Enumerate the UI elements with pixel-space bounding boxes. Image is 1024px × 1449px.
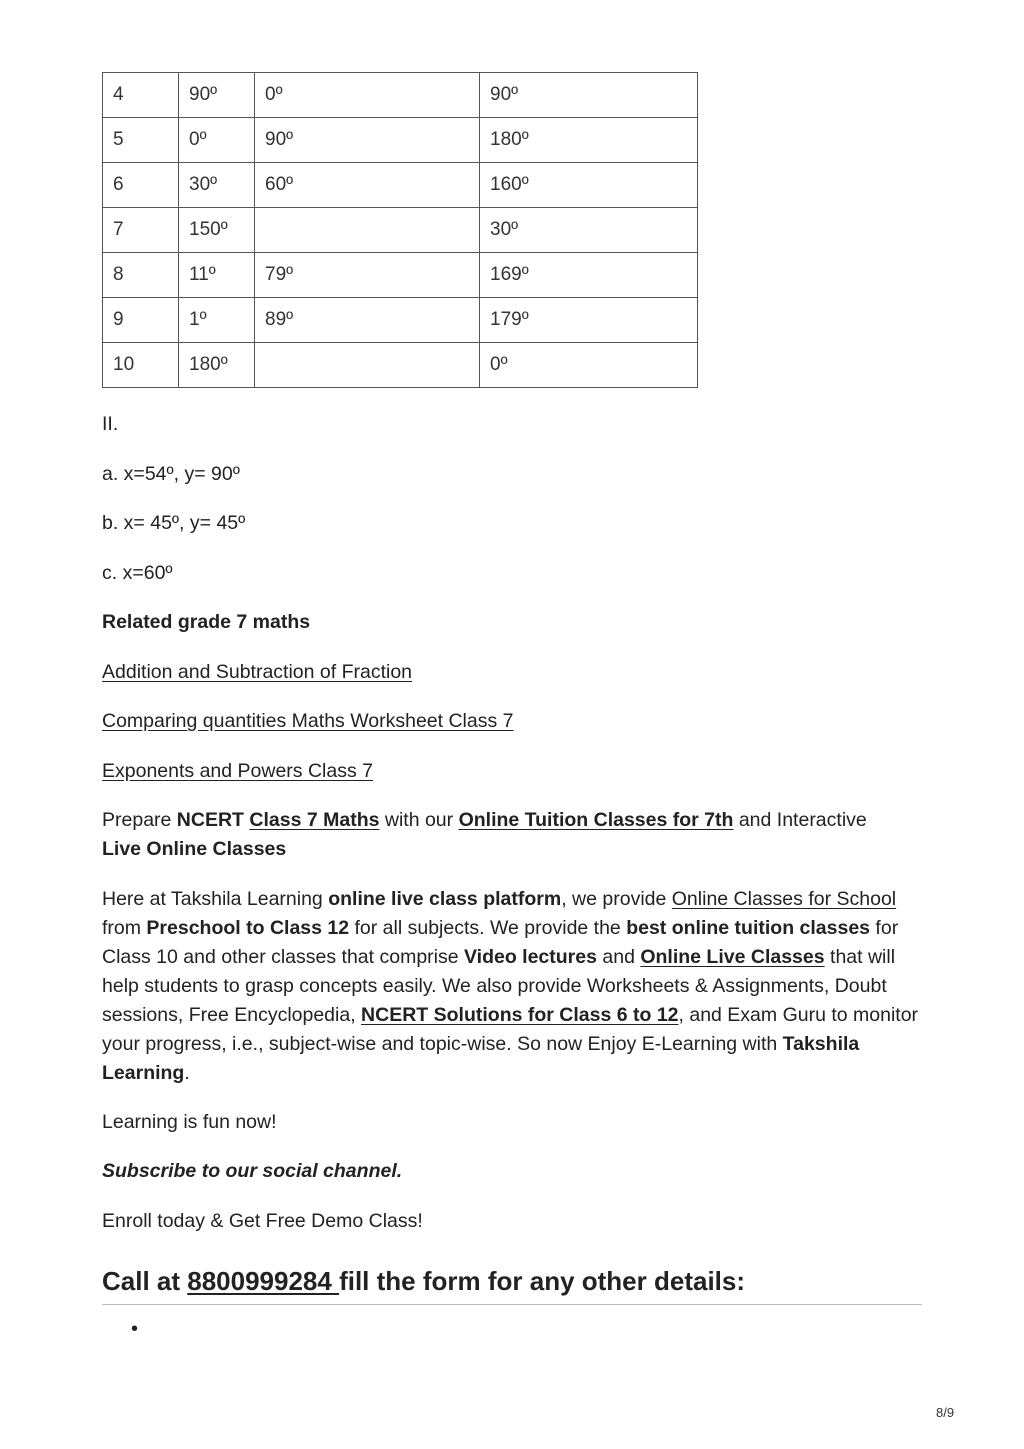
table-row xyxy=(103,298,698,343)
table-cell: 160º xyxy=(480,163,698,208)
table-cell: 7 xyxy=(103,208,179,253)
table-cell: 11º xyxy=(179,253,255,298)
fun-text: Learning is fun now! xyxy=(102,1111,277,1133)
about-bold: Preschool to Class 12 xyxy=(146,917,350,939)
table-cell: 90º xyxy=(179,73,255,118)
table-cell: 30º xyxy=(480,208,698,253)
bullet-icon: • xyxy=(131,1318,139,1340)
table-cell: 8 xyxy=(103,253,179,298)
prepare-text: with our xyxy=(379,809,459,831)
table-cell: 90º xyxy=(480,73,698,118)
table-row xyxy=(103,118,698,163)
table-cell: 150º xyxy=(179,208,255,253)
table-cell: 0º xyxy=(179,118,255,163)
table-cell: 0º xyxy=(480,343,698,388)
online-classes-school-link[interactable]: Online Classes for School xyxy=(671,888,897,910)
table-cell: 180º xyxy=(179,343,255,388)
related-link-exponents-row xyxy=(102,757,373,786)
table-cell: 89º xyxy=(255,298,480,343)
table-cell xyxy=(255,208,480,253)
about-text: , and Exam Guru to monitor your progress, i.e., subject-wise and topic-wise. So now Enjoy E-Learning with xyxy=(102,1004,919,1055)
ncert-solutions-link[interactable]: NCERT Solutions for Class 6 to 12 xyxy=(361,1004,679,1026)
about-text: . xyxy=(184,1062,190,1084)
class-7-maths-link[interactable]: Class 7 Maths xyxy=(249,809,380,831)
online-live-classes-link[interactable]: Online Live Classes xyxy=(640,946,825,968)
table-cell: 169º xyxy=(480,253,698,298)
table-cell: 10 xyxy=(103,343,179,388)
table-cell: 5 xyxy=(103,118,179,163)
angles-table xyxy=(102,72,698,388)
about-text: , we provide xyxy=(561,888,672,910)
call-heading xyxy=(102,1262,922,1305)
table-cell: 90º xyxy=(255,118,480,163)
prepare-paragraph xyxy=(102,806,922,864)
call-suffix: fill the form for any other details: xyxy=(339,1266,746,1296)
about-bold: Takshila Learning xyxy=(102,1033,860,1084)
about-bold: online live class platform xyxy=(328,888,562,910)
call-prefix: Call at xyxy=(102,1266,188,1296)
online-tuition-link[interactable]: Online Tuition Classes for 7th xyxy=(458,809,734,831)
table-cell: 180º xyxy=(480,118,698,163)
enroll-text: Enroll today & Get Free Demo Class! xyxy=(102,1210,423,1232)
table-row xyxy=(103,73,698,118)
about-bold: best online tuition classes xyxy=(626,917,871,939)
about-text: for all subjects. We provide the xyxy=(349,917,627,939)
about-text: that will help students to grasp concepts easily. We also provide Worksheets & Assignments, Doubt sessions, Free Encyclopedia, xyxy=(102,946,896,1026)
about-text: from xyxy=(102,917,147,939)
table-cell: 6 xyxy=(103,163,179,208)
related-title: Related grade 7 maths xyxy=(102,611,311,633)
related-link-comparing-quantities[interactable]: Comparing quantities Maths Worksheet Class 7 xyxy=(102,710,514,732)
table-cell: 4 xyxy=(103,73,179,118)
subscribe-text: Subscribe to our social channel. xyxy=(102,1160,403,1182)
answer-a: a. x=54º, y= 90º xyxy=(102,463,240,485)
answer-c: c. x=60º xyxy=(102,562,173,584)
prepare-text: and Interactive xyxy=(733,809,867,831)
about-text: for Class 10 and other classes that comprise xyxy=(102,917,899,968)
prepare-ncert: NCERT xyxy=(176,809,244,831)
about-text: and xyxy=(596,946,641,968)
related-link-fractions[interactable]: Addition and Subtraction of Fraction xyxy=(102,661,413,683)
table-cell: 9 xyxy=(103,298,179,343)
table-cell: 1º xyxy=(179,298,255,343)
answer-b: b. x= 45º, y= 45º xyxy=(102,512,246,534)
live-online-classes-text: Live Online Classes xyxy=(102,838,287,860)
table-row xyxy=(103,253,698,298)
table-cell: 60º xyxy=(255,163,480,208)
about-bold: Video lectures xyxy=(464,946,597,968)
section-label: II. xyxy=(102,413,119,435)
phone-link[interactable]: 8800999284 xyxy=(187,1266,340,1296)
page-number: 8/9 xyxy=(936,1405,955,1420)
about-paragraph xyxy=(102,885,920,1088)
table-cell xyxy=(255,343,480,388)
table-cell: 30º xyxy=(179,163,255,208)
about-text: Here at Takshila Learning xyxy=(102,888,329,910)
prepare-text: Prepare xyxy=(102,809,177,831)
related-link-fractions-row xyxy=(102,658,412,687)
table-cell: 179º xyxy=(480,298,698,343)
table-row xyxy=(103,208,698,253)
table-row xyxy=(103,343,698,388)
table-cell: 0º xyxy=(255,73,480,118)
related-link-comparing-row xyxy=(102,707,514,736)
table-cell: 79º xyxy=(255,253,480,298)
table-row xyxy=(103,163,698,208)
related-link-exponents[interactable]: Exponents and Powers Class 7 xyxy=(102,760,373,782)
